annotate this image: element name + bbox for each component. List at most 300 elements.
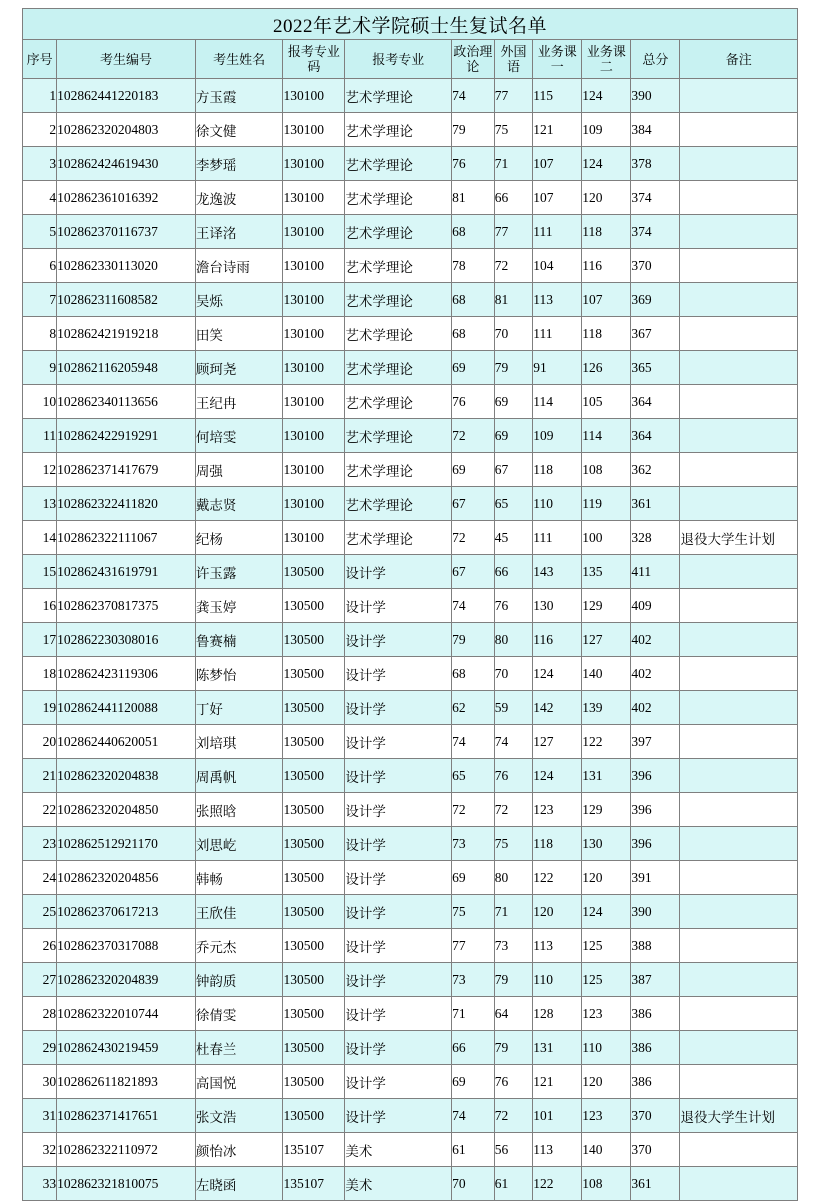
table-title-row (23, 9, 798, 40)
cell-politics: 69 (452, 453, 495, 487)
cell-subject-two: 108 (582, 1167, 631, 1201)
cell-remark (680, 453, 798, 487)
cell-total: 374 (631, 181, 680, 215)
cell-candidate-id: 102862611821893 (57, 1065, 196, 1099)
cell-total: 370 (631, 249, 680, 283)
cell-major-code: 130100 (283, 79, 345, 113)
table-row (23, 249, 798, 283)
cell-candidate-id: 102862421919218 (57, 317, 196, 351)
cell-candidate-id: 102862370116737 (57, 215, 196, 249)
cell-politics: 74 (452, 1099, 495, 1133)
cell-remark (680, 419, 798, 453)
cell-candidate-id: 102862340113656 (57, 385, 196, 419)
cell-politics: 71 (452, 997, 495, 1031)
cell-candidate-name: 吴烁 (195, 283, 283, 317)
cell-candidate-name: 左晓函 (195, 1167, 283, 1201)
cell-politics: 68 (452, 317, 495, 351)
cell-seq: 29 (23, 1031, 57, 1065)
cell-politics: 74 (452, 79, 495, 113)
cell-politics: 61 (452, 1133, 495, 1167)
cell-candidate-id: 102862370617213 (57, 895, 196, 929)
cell-politics: 76 (452, 385, 495, 419)
cell-major-code: 130100 (283, 147, 345, 181)
cell-remark: 退役大学生计划 (680, 521, 798, 555)
cell-remark (680, 317, 798, 351)
table-row (23, 1167, 798, 1201)
cell-candidate-name: 鲁赛楠 (195, 623, 283, 657)
cell-remark (680, 351, 798, 385)
cell-candidate-id: 102862320204850 (57, 793, 196, 827)
cell-major: 设计学 (345, 691, 452, 725)
cell-major-code: 130500 (283, 997, 345, 1031)
cell-total: 409 (631, 589, 680, 623)
cell-foreign-language: 45 (494, 521, 532, 555)
cell-seq: 7 (23, 283, 57, 317)
cell-major: 美术 (345, 1133, 452, 1167)
cell-subject-two: 127 (582, 623, 631, 657)
table-body (23, 79, 798, 1201)
table-row (23, 997, 798, 1031)
table-row (23, 147, 798, 181)
cell-remark (680, 147, 798, 181)
cell-candidate-name: 方玉霞 (195, 79, 283, 113)
cell-politics: 74 (452, 725, 495, 759)
cell-total: 364 (631, 419, 680, 453)
cell-subject-two: 124 (582, 895, 631, 929)
cell-remark (680, 657, 798, 691)
cell-candidate-name: 乔元杰 (195, 929, 283, 963)
cell-total: 386 (631, 1031, 680, 1065)
cell-candidate-name: 龙逸波 (195, 181, 283, 215)
cell-remark (680, 691, 798, 725)
cell-candidate-name: 顾珂尧 (195, 351, 283, 385)
cell-candidate-id: 102862512921170 (57, 827, 196, 861)
table-row (23, 589, 798, 623)
cell-subject-two: 119 (582, 487, 631, 521)
cell-seq: 11 (23, 419, 57, 453)
cell-seq: 12 (23, 453, 57, 487)
cell-subject-two: 120 (582, 181, 631, 215)
cell-total: 370 (631, 1133, 680, 1167)
cell-major-code: 130500 (283, 691, 345, 725)
table-row (23, 215, 798, 249)
table-row (23, 317, 798, 351)
cell-foreign-language: 80 (494, 623, 532, 657)
cell-total: 328 (631, 521, 680, 555)
cell-politics: 72 (452, 793, 495, 827)
cell-total: 402 (631, 657, 680, 691)
cell-candidate-name: 王译洺 (195, 215, 283, 249)
cell-seq: 30 (23, 1065, 57, 1099)
cell-politics: 69 (452, 861, 495, 895)
column-header-candidate-name: 考生姓名 (195, 40, 283, 79)
table-row (23, 283, 798, 317)
cell-seq: 5 (23, 215, 57, 249)
cell-total: 386 (631, 1065, 680, 1099)
cell-remark: 退役大学生计划 (680, 1099, 798, 1133)
cell-subject-one: 122 (533, 1167, 582, 1201)
cell-foreign-language: 71 (494, 147, 532, 181)
cell-major: 设计学 (345, 1065, 452, 1099)
cell-candidate-name: 田笑 (195, 317, 283, 351)
cell-subject-two: 120 (582, 1065, 631, 1099)
cell-candidate-id: 102862371417651 (57, 1099, 196, 1133)
cell-subject-one: 113 (533, 1133, 582, 1167)
cell-remark (680, 283, 798, 317)
cell-seq: 32 (23, 1133, 57, 1167)
cell-major: 艺术学理论 (345, 385, 452, 419)
cell-remark (680, 759, 798, 793)
cell-total: 374 (631, 215, 680, 249)
cell-subject-one: 124 (533, 759, 582, 793)
cell-foreign-language: 77 (494, 215, 532, 249)
cell-foreign-language: 69 (494, 419, 532, 453)
cell-candidate-name: 高国悦 (195, 1065, 283, 1099)
column-header-foreign-language: 外国语 (494, 40, 532, 79)
cell-candidate-id: 102862322110972 (57, 1133, 196, 1167)
cell-politics: 68 (452, 657, 495, 691)
cell-subject-one: 123 (533, 793, 582, 827)
cell-foreign-language: 56 (494, 1133, 532, 1167)
cell-major-code: 130100 (283, 181, 345, 215)
cell-major: 艺术学理论 (345, 79, 452, 113)
cell-major: 设计学 (345, 759, 452, 793)
cell-remark (680, 181, 798, 215)
cell-candidate-name: 纪杨 (195, 521, 283, 555)
cell-seq: 2 (23, 113, 57, 147)
cell-candidate-name: 陈梦怡 (195, 657, 283, 691)
cell-subject-one: 115 (533, 79, 582, 113)
cell-foreign-language: 72 (494, 249, 532, 283)
cell-candidate-id: 102862230308016 (57, 623, 196, 657)
cell-candidate-name: 李梦瑶 (195, 147, 283, 181)
cell-foreign-language: 72 (494, 793, 532, 827)
cell-remark (680, 895, 798, 929)
cell-candidate-id: 102862370817375 (57, 589, 196, 623)
cell-seq: 18 (23, 657, 57, 691)
cell-candidate-name: 何培雯 (195, 419, 283, 453)
cell-subject-one: 142 (533, 691, 582, 725)
cell-foreign-language: 81 (494, 283, 532, 317)
cell-major: 设计学 (345, 997, 452, 1031)
cell-candidate-name: 杜春兰 (195, 1031, 283, 1065)
table-row (23, 759, 798, 793)
cell-subject-two: 126 (582, 351, 631, 385)
cell-candidate-name: 徐倩雯 (195, 997, 283, 1031)
cell-subject-one: 107 (533, 181, 582, 215)
cell-seq: 25 (23, 895, 57, 929)
cell-subject-two: 140 (582, 657, 631, 691)
cell-candidate-id: 102862431619791 (57, 555, 196, 589)
cell-subject-two: 122 (582, 725, 631, 759)
cell-subject-two: 105 (582, 385, 631, 419)
cell-foreign-language: 79 (494, 1031, 532, 1065)
cell-remark (680, 793, 798, 827)
cell-seq: 3 (23, 147, 57, 181)
cell-politics: 81 (452, 181, 495, 215)
cell-candidate-id: 102862116205948 (57, 351, 196, 385)
cell-subject-two: 109 (582, 113, 631, 147)
cell-seq: 19 (23, 691, 57, 725)
cell-politics: 69 (452, 1065, 495, 1099)
cell-subject-two: 124 (582, 79, 631, 113)
cell-candidate-name: 张照晗 (195, 793, 283, 827)
cell-foreign-language: 73 (494, 929, 532, 963)
cell-candidate-name: 钟韵质 (195, 963, 283, 997)
cell-politics: 67 (452, 555, 495, 589)
cell-candidate-id: 102862371417679 (57, 453, 196, 487)
cell-subject-one: 116 (533, 623, 582, 657)
cell-politics: 79 (452, 623, 495, 657)
cell-candidate-id: 102862361016392 (57, 181, 196, 215)
cell-remark (680, 725, 798, 759)
cell-remark (680, 623, 798, 657)
cell-major-code: 130100 (283, 317, 345, 351)
cell-candidate-id: 102862370317088 (57, 929, 196, 963)
table-row (23, 657, 798, 691)
cell-total: 364 (631, 385, 680, 419)
cell-subject-two: 110 (582, 1031, 631, 1065)
cell-seq: 27 (23, 963, 57, 997)
cell-foreign-language: 76 (494, 589, 532, 623)
cell-subject-two: 135 (582, 555, 631, 589)
table-row (23, 1031, 798, 1065)
table-row (23, 1065, 798, 1099)
cell-politics: 70 (452, 1167, 495, 1201)
cell-subject-one: 114 (533, 385, 582, 419)
cell-major: 设计学 (345, 555, 452, 589)
cell-foreign-language: 80 (494, 861, 532, 895)
cell-major-code: 130100 (283, 283, 345, 317)
cell-subject-two: 140 (582, 1133, 631, 1167)
cell-candidate-name: 丁好 (195, 691, 283, 725)
cell-subject-one: 111 (533, 521, 582, 555)
cell-major: 设计学 (345, 657, 452, 691)
cell-candidate-id: 102862320204856 (57, 861, 196, 895)
cell-candidate-id: 102862320204838 (57, 759, 196, 793)
cell-major-code: 130500 (283, 623, 345, 657)
cell-remark (680, 385, 798, 419)
cell-major: 设计学 (345, 963, 452, 997)
cell-remark (680, 1031, 798, 1065)
cell-seq: 17 (23, 623, 57, 657)
cell-politics: 66 (452, 1031, 495, 1065)
cell-major-code: 130100 (283, 351, 345, 385)
cell-total: 378 (631, 147, 680, 181)
cell-subject-one: 113 (533, 929, 582, 963)
cell-foreign-language: 71 (494, 895, 532, 929)
cell-candidate-id: 102862423119306 (57, 657, 196, 691)
cell-major-code: 130100 (283, 419, 345, 453)
cell-subject-two: 118 (582, 317, 631, 351)
cell-remark (680, 113, 798, 147)
cell-seq: 20 (23, 725, 57, 759)
cell-remark (680, 249, 798, 283)
cell-politics: 76 (452, 147, 495, 181)
cell-subject-two: 125 (582, 929, 631, 963)
cell-major-code: 130500 (283, 725, 345, 759)
column-header-seq: 序号 (23, 40, 57, 79)
cell-seq: 21 (23, 759, 57, 793)
cell-subject-one: 130 (533, 589, 582, 623)
admission-list-table (22, 8, 798, 1201)
cell-subject-one: 107 (533, 147, 582, 181)
cell-candidate-id: 102862430219459 (57, 1031, 196, 1065)
cell-major-code: 130500 (283, 861, 345, 895)
cell-total: 370 (631, 1099, 680, 1133)
table-row (23, 453, 798, 487)
cell-politics: 72 (452, 521, 495, 555)
cell-major: 艺术学理论 (345, 283, 452, 317)
cell-candidate-id: 102862320204839 (57, 963, 196, 997)
cell-subject-one: 131 (533, 1031, 582, 1065)
cell-subject-two: 108 (582, 453, 631, 487)
cell-subject-one: 109 (533, 419, 582, 453)
table-row (23, 1133, 798, 1167)
cell-candidate-name: 戴志贤 (195, 487, 283, 521)
cell-candidate-name: 徐文健 (195, 113, 283, 147)
column-header-remark: 备注 (680, 40, 798, 79)
cell-major: 艺术学理论 (345, 351, 452, 385)
table-row (23, 861, 798, 895)
cell-subject-one: 118 (533, 453, 582, 487)
cell-subject-one: 122 (533, 861, 582, 895)
cell-subject-one: 124 (533, 657, 582, 691)
cell-remark (680, 1167, 798, 1201)
cell-total: 396 (631, 827, 680, 861)
cell-subject-two: 123 (582, 1099, 631, 1133)
cell-subject-two: 120 (582, 861, 631, 895)
cell-candidate-id: 102862441220183 (57, 79, 196, 113)
cell-remark (680, 487, 798, 521)
cell-candidate-id: 102862311608582 (57, 283, 196, 317)
cell-major: 设计学 (345, 725, 452, 759)
cell-total: 386 (631, 997, 680, 1031)
cell-major-code: 130100 (283, 453, 345, 487)
cell-candidate-id: 102862330113020 (57, 249, 196, 283)
cell-candidate-name: 周强 (195, 453, 283, 487)
cell-total: 390 (631, 79, 680, 113)
cell-remark (680, 215, 798, 249)
cell-foreign-language: 66 (494, 555, 532, 589)
cell-total: 387 (631, 963, 680, 997)
cell-foreign-language: 75 (494, 113, 532, 147)
column-header-major-code: 报考专业码 (283, 40, 345, 79)
cell-seq: 26 (23, 929, 57, 963)
cell-seq: 4 (23, 181, 57, 215)
cell-major-code: 130500 (283, 929, 345, 963)
cell-total: 361 (631, 1167, 680, 1201)
cell-candidate-id: 102862422919291 (57, 419, 196, 453)
cell-total: 397 (631, 725, 680, 759)
cell-major-code: 130500 (283, 793, 345, 827)
cell-foreign-language: 75 (494, 827, 532, 861)
cell-total: 411 (631, 555, 680, 589)
cell-subject-one: 91 (533, 351, 582, 385)
page-title: 2022年艺术学院硕士生复试名单 (23, 9, 798, 40)
cell-subject-one: 121 (533, 113, 582, 147)
cell-subject-two: 125 (582, 963, 631, 997)
cell-major: 设计学 (345, 589, 452, 623)
cell-remark (680, 589, 798, 623)
table-row (23, 385, 798, 419)
cell-major-code: 130500 (283, 827, 345, 861)
table-header-row (23, 40, 798, 79)
column-header-subject-two: 业务课二 (582, 40, 631, 79)
cell-subject-two: 139 (582, 691, 631, 725)
cell-major: 设计学 (345, 895, 452, 929)
cell-major-code: 130100 (283, 487, 345, 521)
cell-total: 402 (631, 623, 680, 657)
table-row (23, 113, 798, 147)
cell-remark (680, 827, 798, 861)
cell-major-code: 130500 (283, 1065, 345, 1099)
table-row (23, 929, 798, 963)
cell-seq: 16 (23, 589, 57, 623)
table-row (23, 623, 798, 657)
cell-total: 365 (631, 351, 680, 385)
table-row (23, 487, 798, 521)
cell-candidate-id: 102862322411820 (57, 487, 196, 521)
cell-seq: 1 (23, 79, 57, 113)
cell-subject-two: 131 (582, 759, 631, 793)
cell-candidate-id: 102862440620051 (57, 725, 196, 759)
cell-politics: 62 (452, 691, 495, 725)
cell-politics: 65 (452, 759, 495, 793)
cell-subject-two: 123 (582, 997, 631, 1031)
cell-major: 设计学 (345, 929, 452, 963)
cell-major-code: 130500 (283, 963, 345, 997)
cell-major-code: 130500 (283, 895, 345, 929)
cell-subject-two: 107 (582, 283, 631, 317)
cell-foreign-language: 76 (494, 1065, 532, 1099)
cell-total: 362 (631, 453, 680, 487)
cell-total: 384 (631, 113, 680, 147)
cell-politics: 73 (452, 827, 495, 861)
cell-candidate-name: 周禹帆 (195, 759, 283, 793)
table-row (23, 1099, 798, 1133)
cell-subject-two: 129 (582, 589, 631, 623)
cell-politics: 73 (452, 963, 495, 997)
table-row (23, 521, 798, 555)
cell-subject-two: 100 (582, 521, 631, 555)
cell-candidate-id: 102862322010744 (57, 997, 196, 1031)
cell-subject-one: 110 (533, 487, 582, 521)
cell-subject-one: 113 (533, 283, 582, 317)
cell-subject-one: 101 (533, 1099, 582, 1133)
cell-remark (680, 861, 798, 895)
cell-major-code: 130100 (283, 385, 345, 419)
cell-subject-one: 110 (533, 963, 582, 997)
cell-total: 396 (631, 759, 680, 793)
cell-major: 设计学 (345, 861, 452, 895)
cell-remark (680, 997, 798, 1031)
cell-subject-one: 104 (533, 249, 582, 283)
cell-major-code: 130500 (283, 589, 345, 623)
cell-seq: 6 (23, 249, 57, 283)
cell-foreign-language: 66 (494, 181, 532, 215)
cell-candidate-name: 澹台诗雨 (195, 249, 283, 283)
cell-major-code: 130500 (283, 657, 345, 691)
cell-total: 402 (631, 691, 680, 725)
cell-major: 设计学 (345, 1031, 452, 1065)
cell-subject-one: 121 (533, 1065, 582, 1099)
cell-major: 艺术学理论 (345, 215, 452, 249)
cell-subject-one: 111 (533, 215, 582, 249)
column-header-subject-one: 业务课一 (533, 40, 582, 79)
cell-politics: 68 (452, 283, 495, 317)
cell-politics: 75 (452, 895, 495, 929)
